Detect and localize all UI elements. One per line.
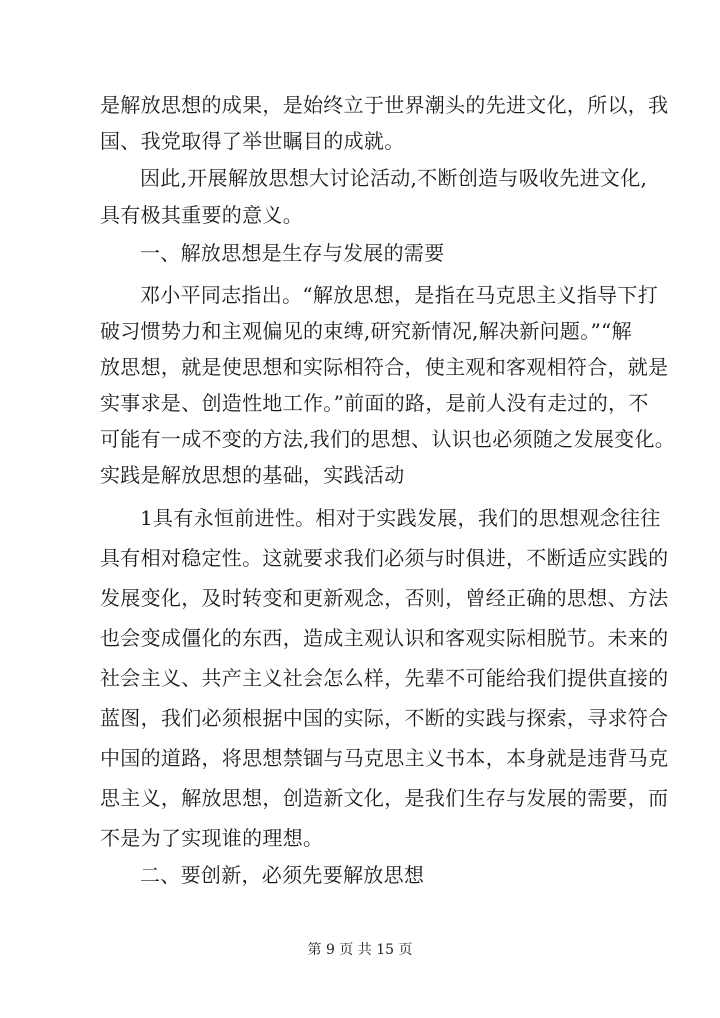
text-line: 国、我党取得了举世瞩目的成就。 [100, 129, 405, 153]
text-line: 邓小平同志指出。“解放思想，是指在马克思主义指导下打 [140, 283, 659, 307]
text-line: 可能有一成不变的方法,我们的思想、认识也必须随之发展变化。 [100, 427, 676, 451]
text-line: 具有极其重要的意义。 [100, 203, 303, 227]
text-line: 社会主义、共产主义社会怎么样，先辈不可能给我们提供直接的 [100, 666, 669, 690]
text-line: 1具有永恒前进性。相对于实践发展，我们的思想观念往往 [140, 506, 661, 530]
text-line: 具有相对稳定性。这就要求我们必须与时俱进，不断适应实践的 [100, 546, 669, 570]
text-line: 是解放思想的成果，是始终立于世界潮头的先进文化，所以，我 [100, 93, 669, 117]
page-number-footer: 第 9 页 共 15 页 [307, 942, 413, 958]
section-heading: 二、要创新，必须先要解放思想 [140, 863, 425, 887]
text-line: 中国的道路，将思想禁锢与马克思主义书本，本身就是违背马克 [100, 746, 669, 770]
text-line: 因此,开展解放思想大讨论活动,不断创造与吸收先进文化, [140, 166, 648, 190]
text-line: 发展变化，及时转变和更新观念，否则，曾经正确的思想、方法 [100, 586, 669, 610]
section-heading: 一、解放思想是生存与发展的需要 [140, 241, 445, 265]
text-line: 也会变成僵化的东西，造成主观认识和客观实际相脱节。未来的 [100, 626, 669, 650]
text-line: 实践是解放思想的基础，实践活动 [100, 463, 405, 487]
text-line: 破习惯势力和主观偏见的束缚,研究新情况,解决新问题。”“解 [100, 319, 632, 343]
text-line: 放思想，就是使思想和实际相符合，使主观和客观相符合，就是 [100, 355, 669, 379]
text-line: 不是为了实现谁的理想。 [100, 826, 324, 850]
text-line: 蓝图，我们必须根据中国的实际，不断的实践与探索，寻求符合 [100, 706, 669, 730]
text-line: 思主义，解放思想，创造新文化，是我们生存与发展的需要，而 [100, 786, 669, 810]
text-line: 实事求是、创造性地工作。”前面的路，是前人没有走过的，不 [100, 391, 649, 415]
